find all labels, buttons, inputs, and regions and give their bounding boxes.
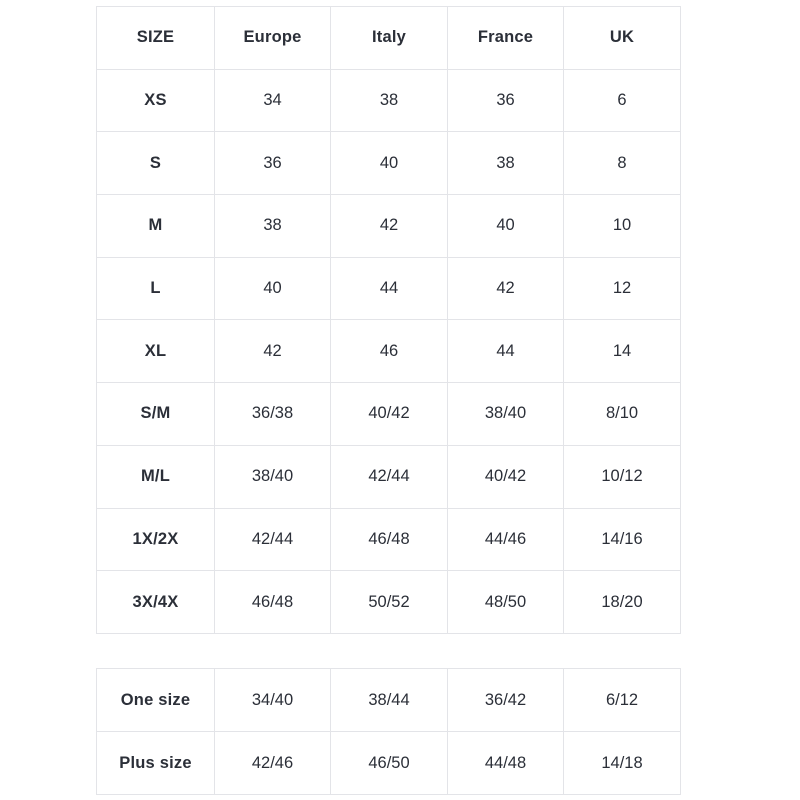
- column-header-italy: Italy: [331, 7, 448, 70]
- cell-uk: 18/20: [564, 571, 681, 634]
- cell-europe: 34: [215, 69, 331, 132]
- cell-uk: 12: [564, 257, 681, 320]
- cell-uk: 14/16: [564, 508, 681, 571]
- cell-italy: 46: [331, 320, 448, 383]
- table-row: [97, 383, 681, 446]
- cell-italy: 40/42: [331, 383, 448, 446]
- cell-size: L: [97, 257, 215, 320]
- cell-size: M: [97, 195, 215, 258]
- size-conversion-table: [96, 6, 681, 634]
- table-row: [97, 69, 681, 132]
- cell-europe: 34/40: [215, 669, 331, 732]
- cell-europe: 46/48: [215, 571, 331, 634]
- table-row: [97, 195, 681, 258]
- cell-europe: 38: [215, 195, 331, 258]
- cell-europe: 42: [215, 320, 331, 383]
- cell-uk: 10: [564, 195, 681, 258]
- cell-size: 1X/2X: [97, 508, 215, 571]
- cell-europe: 38/40: [215, 445, 331, 508]
- cell-france: 42: [448, 257, 564, 320]
- cell-italy: 46/48: [331, 508, 448, 571]
- cell-europe: 40: [215, 257, 331, 320]
- cell-italy: 42: [331, 195, 448, 258]
- cell-europe: 42/44: [215, 508, 331, 571]
- cell-france: 48/50: [448, 571, 564, 634]
- table-body: [97, 669, 681, 795]
- cell-france: 40: [448, 195, 564, 258]
- cell-europe: 36/38: [215, 383, 331, 446]
- cell-italy: 38: [331, 69, 448, 132]
- table-row: [97, 445, 681, 508]
- cell-france: 38/40: [448, 383, 564, 446]
- one-size-table-wrap: [96, 668, 680, 795]
- cell-europe: 42/46: [215, 732, 331, 795]
- size-conversion-table-wrap: [96, 6, 680, 634]
- cell-size: 3X/4X: [97, 571, 215, 634]
- table-row: [97, 257, 681, 320]
- cell-italy: 50/52: [331, 571, 448, 634]
- cell-france: 36/42: [448, 669, 564, 732]
- cell-italy: 40: [331, 132, 448, 195]
- table-body: [97, 69, 681, 633]
- cell-france: 40/42: [448, 445, 564, 508]
- cell-italy: 42/44: [331, 445, 448, 508]
- column-header-size: SIZE: [97, 7, 215, 70]
- table-row: [97, 571, 681, 634]
- cell-italy: 46/50: [331, 732, 448, 795]
- cell-europe: 36: [215, 132, 331, 195]
- cell-france: 44/46: [448, 508, 564, 571]
- table-row: [97, 669, 681, 732]
- cell-france: 38: [448, 132, 564, 195]
- cell-size: M/L: [97, 445, 215, 508]
- cell-uk: 6: [564, 69, 681, 132]
- cell-france: 44/48: [448, 732, 564, 795]
- table-row: [97, 320, 681, 383]
- cell-size: One size: [97, 669, 215, 732]
- cell-italy: 38/44: [331, 669, 448, 732]
- cell-size: S: [97, 132, 215, 195]
- cell-size: Plus size: [97, 732, 215, 795]
- cell-uk: 10/12: [564, 445, 681, 508]
- cell-france: 36: [448, 69, 564, 132]
- cell-france: 44: [448, 320, 564, 383]
- column-header-uk: UK: [564, 7, 681, 70]
- cell-uk: 8/10: [564, 383, 681, 446]
- one-size-table: [96, 668, 681, 795]
- cell-uk: 6/12: [564, 669, 681, 732]
- table-row: [97, 132, 681, 195]
- table-header-row: [97, 7, 681, 70]
- cell-uk: 8: [564, 132, 681, 195]
- column-header-europe: Europe: [215, 7, 331, 70]
- table-row: [97, 732, 681, 795]
- cell-italy: 44: [331, 257, 448, 320]
- cell-size: XS: [97, 69, 215, 132]
- cell-uk: 14/18: [564, 732, 681, 795]
- cell-size: S/M: [97, 383, 215, 446]
- column-header-france: France: [448, 7, 564, 70]
- table-header: [97, 7, 681, 70]
- cell-size: XL: [97, 320, 215, 383]
- table-row: [97, 508, 681, 571]
- cell-uk: 14: [564, 320, 681, 383]
